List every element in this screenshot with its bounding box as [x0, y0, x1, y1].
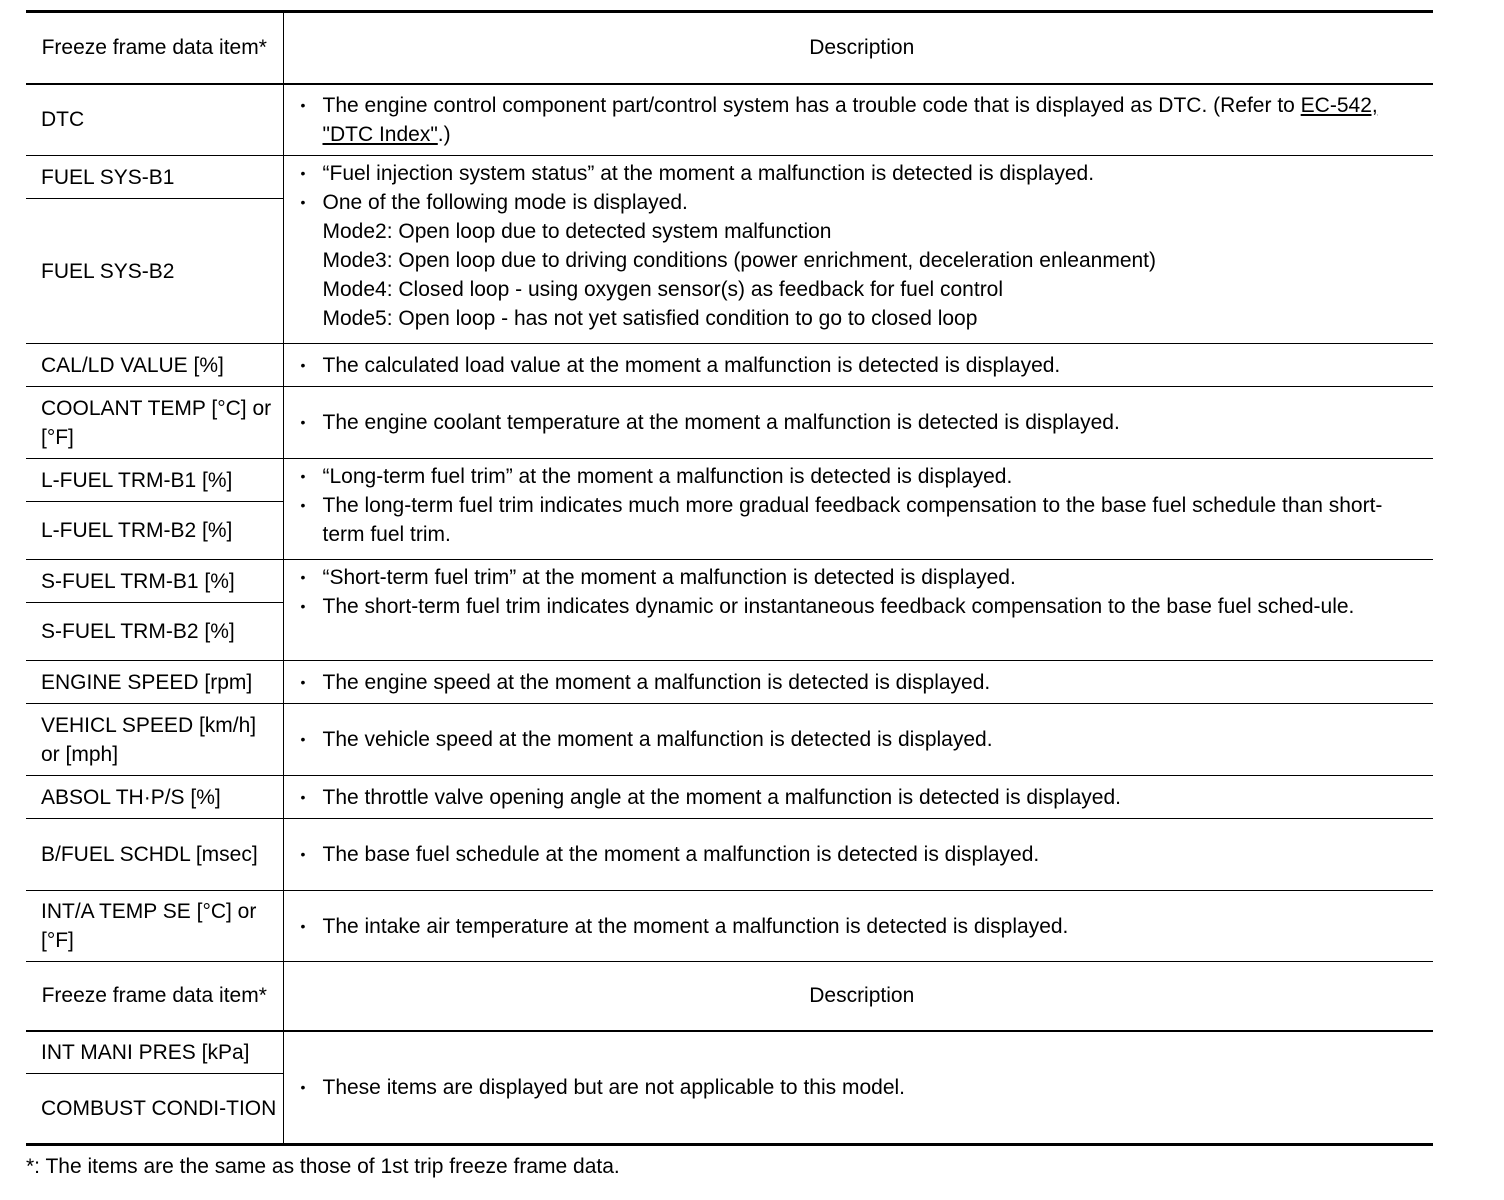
header-description-column: Description [283, 962, 1433, 1031]
item-dtc: DTC [26, 84, 283, 156]
description-text: The calculated load value at the moment a malfunction is detected is displayed. [322, 353, 1061, 377]
bullet-icon: • [300, 497, 306, 513]
item-coolant-temp: COOLANT TEMP [°C] or [°F] [26, 387, 283, 459]
bullet-icon: • [300, 788, 306, 805]
footnote: *: The items are the same as those of 1st trip freeze frame data. [26, 1155, 620, 1178]
table-header-row-repeat [26, 962, 1433, 1031]
item-int-a-temp-se: INT/A TEMP SE [°C] or [°F] [26, 891, 283, 962]
description-cell [283, 704, 1433, 776]
item-vehicl-speed: VEHICL SPEED [km/h] or [mph] [26, 704, 283, 776]
description-cell [283, 1031, 1433, 1145]
bullet-icon: • [300, 846, 306, 862]
table-row [26, 156, 1433, 199]
description-text: “Short-term fuel trim” at the moment a malfunction is detected is displayed. [322, 566, 1016, 589]
description-text: The short-term fuel trim indicates dynamic or instantaneous feedback compensation to the base fuel sched-ule. [322, 595, 1355, 618]
item-s-fuel-trm-b1: S-FUEL TRM-B1 [%] [26, 560, 283, 603]
item-absol-th-ps: ABSOL TH·P/S [%] [26, 776, 283, 819]
table-row [26, 560, 1433, 603]
bullet-icon: • [300, 731, 306, 747]
bullet-icon: • [300, 598, 306, 614]
header-item-column: Freeze frame data item* [26, 962, 283, 1031]
dtc-index-link[interactable]: EC-542, "DTC Index" [322, 93, 1378, 146]
description-text: The base fuel schedule at the moment a malfunction is detected is displayed. [322, 843, 1040, 866]
table-row [26, 1031, 1433, 1074]
description-cell [283, 344, 1433, 387]
description-cell [283, 661, 1433, 704]
bullet-icon: • [300, 569, 306, 585]
description-cell [283, 891, 1433, 962]
item-combust-condition: COMBUST CONDI-TION [26, 1074, 283, 1145]
bullet-icon: • [300, 194, 306, 210]
mode-line: Mode3: Open loop due to driving conditions (power enrichment, deceleration enleanment) [322, 249, 1156, 272]
description-text: The engine coolant temperature at the moment a malfunction is detected is displayed. [322, 411, 1120, 434]
mode-line: Mode2: Open loop due to detected system malfunction [322, 220, 832, 243]
item-l-fuel-trm-b2: L-FUEL TRM-B2 [%] [26, 502, 283, 560]
item-int-mani-pres: INT MANI PRES [kPa] [26, 1031, 283, 1074]
description-text: The long-term fuel trim indicates much more gradual feedback compensation to the base fuel schedule than short-term fuel trim. [322, 494, 1383, 546]
bullet-icon: • [300, 673, 306, 690]
table-row [26, 776, 1433, 819]
mode-line: Mode4: Closed loop - using oxygen sensor(s) as feedback for fuel control [322, 278, 1004, 301]
table-header-row [26, 12, 1433, 84]
table-row [26, 819, 1433, 891]
header-item-column: Freeze frame data item* [26, 12, 283, 84]
item-fuel-sys-b2: FUEL SYS-B2 [26, 199, 283, 344]
description-text: The engine control component part/control system has a trouble code that is displayed as DTC. (Refer to [322, 93, 1301, 117]
item-b-fuel-schdl: B/FUEL SCHDL [msec] [26, 819, 283, 891]
description-cell [283, 819, 1433, 891]
description-text: “Long-term fuel trim” at the moment a malfunction is detected is displayed. [322, 465, 1013, 488]
item-cal-ld-value: CAL/LD VALUE [%] [26, 344, 283, 387]
description-cell [283, 156, 1433, 344]
bullet-icon: • [300, 165, 306, 181]
description-text: The intake air temperature at the moment a malfunction is detected is displayed. [322, 914, 1069, 938]
description-text: These items are displayed but are not applicable to this model. [322, 1075, 905, 1099]
description-text: One of the following mode is displayed. [322, 191, 688, 214]
item-s-fuel-trm-b2: S-FUEL TRM-B2 [%] [26, 603, 283, 661]
bullet-icon: • [300, 414, 306, 430]
table-row [26, 84, 1433, 156]
item-l-fuel-trm-b1: L-FUEL TRM-B1 [%] [26, 459, 283, 502]
description-text: “Fuel injection system status” at the moment a malfunction is detected is displayed. [322, 162, 1095, 185]
description-text: The throttle valve opening angle at the moment a malfunction is detected is displayed. [322, 785, 1121, 809]
description-cell [283, 84, 1433, 156]
bullet-icon: • [300, 917, 306, 934]
description-cell [283, 459, 1433, 560]
bullet-icon: • [300, 1078, 306, 1095]
table-row [26, 891, 1433, 962]
bullet-icon: • [300, 96, 306, 113]
bullet-icon: • [300, 468, 306, 484]
table-row [26, 459, 1433, 502]
description-cell [283, 560, 1433, 661]
table-row [26, 387, 1433, 459]
description-cell [283, 776, 1433, 819]
table-row [26, 661, 1433, 704]
description-text: The vehicle speed at the moment a malfunction is detected is displayed. [322, 728, 993, 751]
header-description-column: Description [283, 12, 1433, 84]
freeze-frame-table [26, 10, 1433, 1146]
item-engine-speed: ENGINE SPEED [rpm] [26, 661, 283, 704]
table-row [26, 344, 1433, 387]
description-text: The engine speed at the moment a malfunction is detected is displayed. [322, 670, 991, 694]
item-fuel-sys-b1: FUEL SYS-B1 [26, 156, 283, 199]
bullet-icon: • [300, 356, 306, 373]
mode-line: Mode5: Open loop - has not yet satisfied condition to go to closed loop [322, 307, 978, 330]
description-tail: .) [437, 122, 451, 146]
table-row [26, 704, 1433, 776]
description-cell [283, 387, 1433, 459]
